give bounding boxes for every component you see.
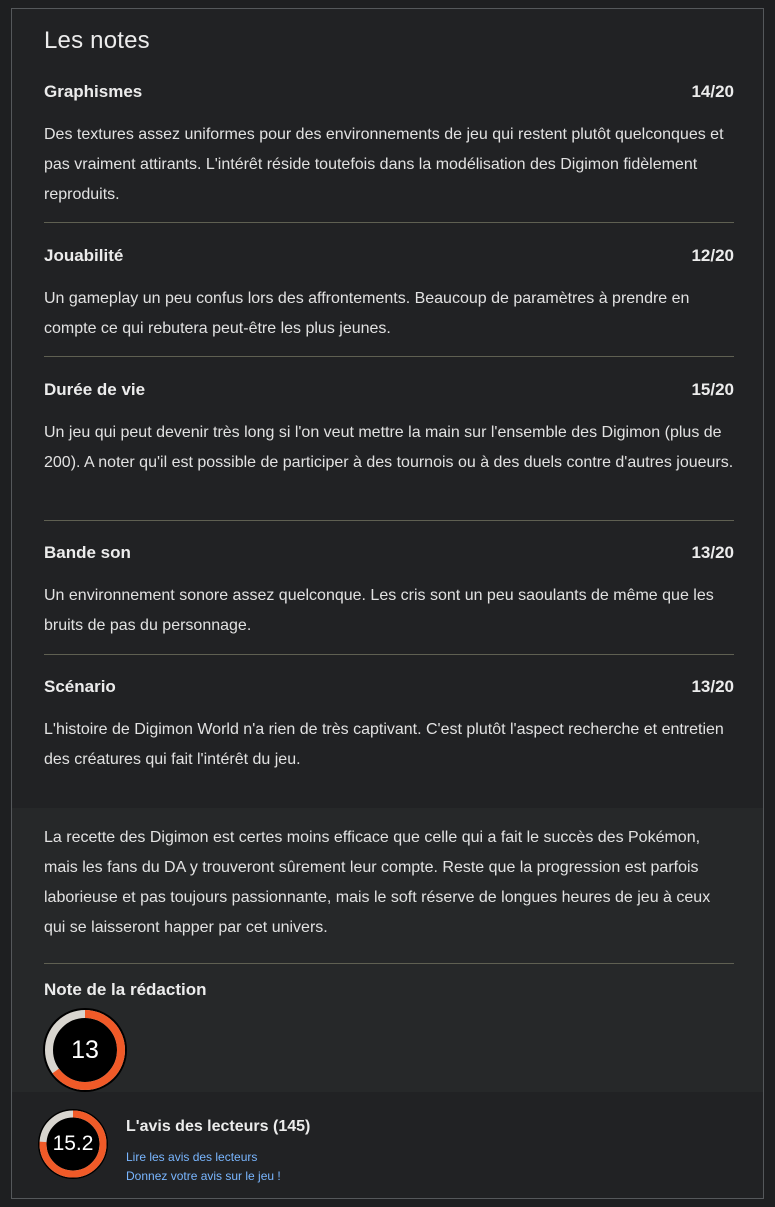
category-score: 15/20 — [691, 380, 734, 399]
readers-score-value: 15.2 — [52, 1132, 94, 1155]
readers-title: L'avis des lecteurs (145) — [126, 1118, 311, 1135]
redaction-score-gauge — [42, 1007, 128, 1093]
category-duree-de-vie — [44, 378, 734, 478]
category-name: Durée de vie — [44, 380, 146, 399]
category-name: Jouabilité — [44, 246, 124, 265]
divider — [44, 356, 734, 357]
category-text: Un environnement sonore assez quelconque. Les cris sont un peu saoulants de même que les bruits de pas du personnage. — [44, 587, 714, 634]
category-graphismes — [44, 80, 734, 210]
category-score: 13/20 — [691, 543, 734, 562]
verdict-section — [12, 808, 763, 1092]
readers-score-gauge — [37, 1108, 109, 1180]
notes-title: Les notes — [44, 27, 150, 54]
category-score: 14/20 — [691, 82, 734, 101]
category-text: Un jeu qui peut devenir très long si l'on veut mettre la main sur l'ensemble des Digimon (plus de 200). A noter qu'il est possible de participer à des tournois ou à des duels contre d'autres joueurs. — [44, 424, 734, 471]
read-reviews-link[interactable]: Lire les avis des lecteurs — [126, 1150, 258, 1164]
category-name: Scénario — [44, 677, 116, 696]
category-score: 12/20 — [691, 246, 734, 265]
notes-panel — [11, 8, 764, 1199]
divider — [44, 222, 734, 223]
category-text: L'histoire de Digimon World n'a rien de très captivant. C'est plutôt l'aspect recherche et entretien des créatures qui fait l'intérêt du jeu. — [44, 721, 724, 768]
redaction-score-value: 13 — [71, 1035, 99, 1064]
category-bande-son — [44, 541, 734, 641]
category-text: Des textures assez uniformes pour des environnements de jeu qui restent plutôt quelconques et pas vraiment attirants. L'intérêt réside toutefois dans la modélisation des Digimon fidèlement reproduits. — [44, 126, 724, 203]
redaction-score-label: Note de la rédaction — [44, 980, 207, 999]
category-name: Graphismes — [44, 82, 143, 101]
divider — [44, 520, 734, 521]
category-name: Bande son — [44, 543, 131, 562]
category-scenario — [44, 675, 734, 775]
category-score: 13/20 — [691, 677, 734, 696]
verdict-text: La recette des Digimon est certes moins efficace que celle qui a fait le succès des Pokémon, mais les fans du DA y trouveront sûrement leur compte. Reste que la progression est parfois laborieuse et pas toujours passionnante, mais le soft réserve de longues heures de jeu à ceux qui se laisseront happer par cet univers. — [44, 829, 711, 936]
category-jouabilite — [44, 244, 734, 344]
divider — [44, 963, 734, 964]
give-review-link[interactable]: Donnez votre avis sur le jeu ! — [126, 1169, 281, 1183]
divider — [44, 654, 734, 655]
category-text: Un gameplay un peu confus lors des affrontements. Beaucoup de paramètres à prendre en compte ce qui rebutera peut-être les plus jeunes. — [44, 290, 690, 337]
readers-section — [12, 1092, 763, 1198]
